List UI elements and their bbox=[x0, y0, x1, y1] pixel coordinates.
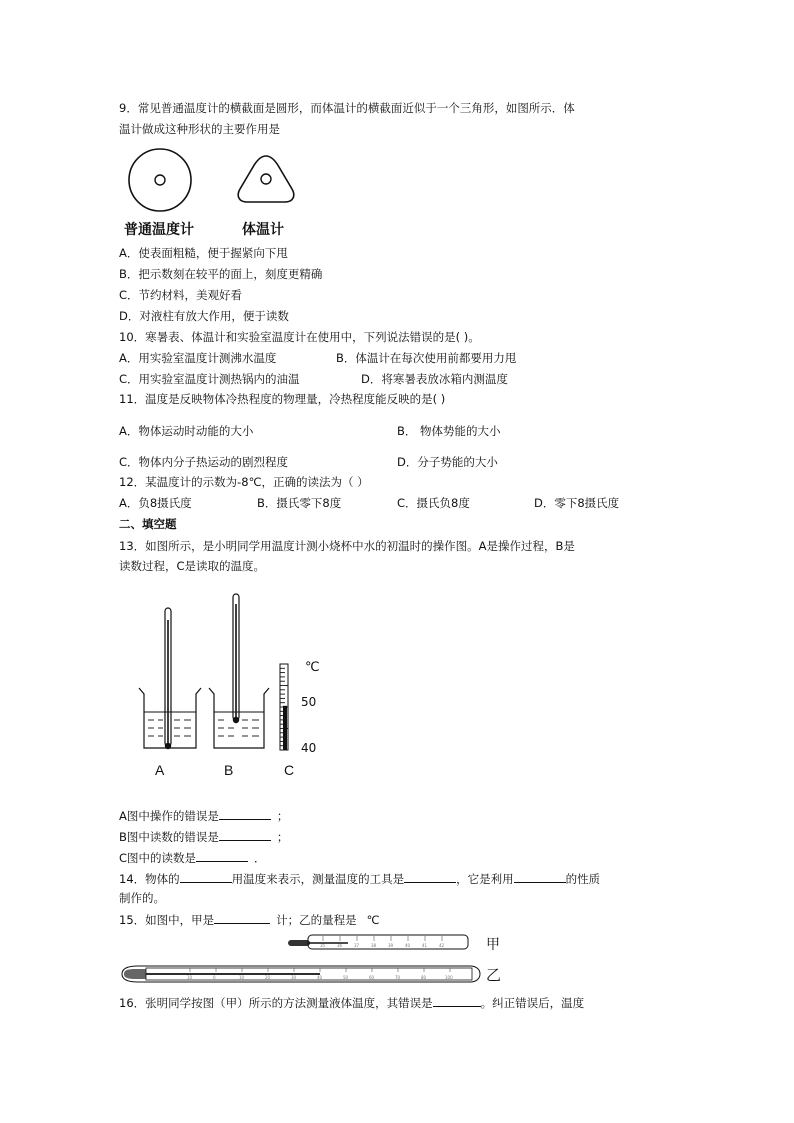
q12-option-b: B．摄氏零下8度 bbox=[257, 496, 342, 510]
q14-part3: ，它是利用 bbox=[456, 872, 514, 886]
thermometer-jia bbox=[288, 934, 470, 952]
q13-blank-a bbox=[119, 807, 288, 824]
q10-option-d: D．将寒暑表放冰箱内测温度 bbox=[361, 372, 508, 386]
q12-option-c: C．摄氏负8度 bbox=[397, 496, 470, 510]
thermometer-yi bbox=[120, 964, 482, 984]
q16-part1: 16．张明同学按图（甲）所示的方法测量液体温度，其错误是 bbox=[119, 996, 433, 1010]
fig-letter-c: C bbox=[284, 762, 295, 778]
q13-blank-b-prefix: B图中读数的错误是 bbox=[119, 830, 219, 844]
q9-option-a: A．使表面粗糙，便于握紧向下甩 bbox=[119, 246, 288, 260]
q15-part1: 15．如图中，甲是 bbox=[119, 913, 215, 927]
q12-option-d: D．零下8摄氏度 bbox=[534, 496, 620, 510]
svg-text:80: 80 bbox=[421, 975, 427, 980]
q11-option-d: D．分子势能的大小 bbox=[397, 455, 498, 469]
fig-label-clinical: 体温计 bbox=[242, 222, 284, 238]
fig-letter-a: A bbox=[155, 762, 165, 778]
svg-text:70: 70 bbox=[395, 975, 401, 980]
label-yi: 乙 bbox=[486, 966, 502, 984]
mercury-column bbox=[283, 706, 287, 750]
svg-text:50: 50 bbox=[343, 975, 349, 980]
beaker-b-figure bbox=[206, 594, 276, 754]
answer-blank-b[interactable] bbox=[219, 828, 271, 841]
q16-line1 bbox=[119, 994, 584, 1011]
svg-text:60: 60 bbox=[369, 975, 375, 980]
svg-text:39: 39 bbox=[388, 943, 394, 948]
q13-stem-line1: 13．如图所示，是小明同学用温度计测小烧杯中水的初温时的操作图。A是操作过程，B是 bbox=[119, 539, 575, 553]
answer-blank-c[interactable] bbox=[196, 849, 248, 862]
q14-part1: 14．物体的 bbox=[119, 872, 180, 886]
q14-part4: 的性质 bbox=[565, 872, 601, 886]
svg-text:40: 40 bbox=[405, 943, 411, 948]
q13-blank-b-suffix: ； bbox=[276, 830, 289, 844]
q10-option-a: A．用实验室温度计测沸水温度 bbox=[119, 351, 277, 365]
q9-stem-line2: 温计做成这种形状的主要作用是 bbox=[119, 122, 280, 136]
q9-stem-line1: 9．常见普通温度计的横截面是圆形，而体温计的横截面近似于一个三角形，如图所示．体 bbox=[119, 101, 575, 115]
q16-part2: 。纠正错误后，温度 bbox=[480, 996, 585, 1010]
scale-unit: ℃ bbox=[305, 660, 320, 675]
svg-text:42: 42 bbox=[439, 943, 445, 948]
section-fill-in-title: 二、填空题 bbox=[119, 517, 177, 531]
q10-option-c: C．用实验室温度计测热锅内的油温 bbox=[119, 372, 300, 386]
q14-part2: 用温度来表示，测量温度的工具是 bbox=[231, 872, 405, 886]
q13-stem-line2: 读数过程，C是读取的温度。 bbox=[119, 559, 266, 573]
svg-text:35: 35 bbox=[320, 943, 326, 948]
answer-blank-q14-2[interactable] bbox=[404, 870, 456, 883]
label-jia: 甲 bbox=[486, 937, 500, 953]
svg-text:100: 100 bbox=[445, 975, 453, 980]
beaker-a-figure bbox=[136, 608, 206, 753]
answer-blank-q14-3[interactable] bbox=[514, 870, 566, 883]
answer-blank-q15-1[interactable] bbox=[214, 911, 270, 924]
q10-stem: 10．寒暑表、体温计和实验室温度计在使用中，下列说法错误的是( )。 bbox=[119, 330, 480, 344]
q13-blank-c-prefix: C图中的读数是 bbox=[119, 851, 197, 865]
scale-label-upper: 50 bbox=[301, 695, 317, 709]
fig-label-ordinary: 普通温度计 bbox=[124, 222, 194, 238]
q11-option-a: A．物体运动时动能的大小 bbox=[119, 424, 254, 438]
svg-text:36: 36 bbox=[337, 943, 343, 948]
ordinary-thermometer-cross-section bbox=[127, 147, 193, 213]
q15-line1 bbox=[119, 911, 380, 928]
thermometer-scale-c bbox=[272, 662, 302, 754]
q9-option-d: D．对液柱有放大作用，便于读数 bbox=[119, 309, 289, 323]
fig-letter-b: B bbox=[224, 762, 234, 778]
q11-option-b: B． 物体势能的大小 bbox=[397, 424, 501, 438]
svg-text:38: 38 bbox=[371, 943, 377, 948]
answer-blank-a[interactable] bbox=[219, 807, 271, 820]
q9-option-b: B．把示数刻在较平的面上，刻度更精确 bbox=[119, 267, 323, 281]
q9-option-c: C．节约材料，美观好看 bbox=[119, 288, 243, 302]
answer-blank-q16-1[interactable] bbox=[433, 994, 481, 1007]
q15-part3: ℃ bbox=[366, 913, 380, 927]
q15-part2: 计；乙的量程是 bbox=[276, 913, 357, 927]
q13-blank-a-prefix: A图中操作的错误是 bbox=[119, 809, 219, 823]
svg-text:40: 40 bbox=[317, 975, 323, 980]
q13-blank-c bbox=[119, 849, 266, 866]
svg-text:10: 10 bbox=[187, 975, 193, 980]
scale-label-lower: 40 bbox=[301, 741, 317, 755]
svg-text:30: 30 bbox=[291, 975, 297, 980]
q12-stem: 12．某温度计的示数为-8℃，正确的读法为（ ） bbox=[119, 475, 369, 489]
q13-blank-b bbox=[119, 828, 288, 845]
answer-blank-q14-1[interactable] bbox=[180, 870, 232, 883]
svg-text:41: 41 bbox=[422, 943, 428, 948]
q13-blank-a-suffix: ； bbox=[276, 809, 289, 823]
svg-text:10: 10 bbox=[239, 975, 245, 980]
clinical-thermometer-cross-section bbox=[235, 153, 297, 205]
svg-text:37: 37 bbox=[354, 943, 360, 948]
svg-text:0: 0 bbox=[213, 975, 216, 980]
q14-line1 bbox=[119, 870, 600, 887]
q13-blank-c-suffix: ． bbox=[254, 851, 266, 865]
q10-option-b: B．体温计在每次使用前都要用力甩 bbox=[336, 351, 517, 365]
q11-stem: 11．温度是反映物体冷热程度的物理量，冷热程度能反映的是( ) bbox=[119, 392, 446, 406]
svg-text:20: 20 bbox=[265, 975, 271, 980]
q11-option-c: C．物体内分子热运动的剧烈程度 bbox=[119, 455, 289, 469]
q14-line2: 制作的。 bbox=[119, 891, 165, 905]
q12-option-a: A．负8摄氏度 bbox=[119, 496, 192, 510]
